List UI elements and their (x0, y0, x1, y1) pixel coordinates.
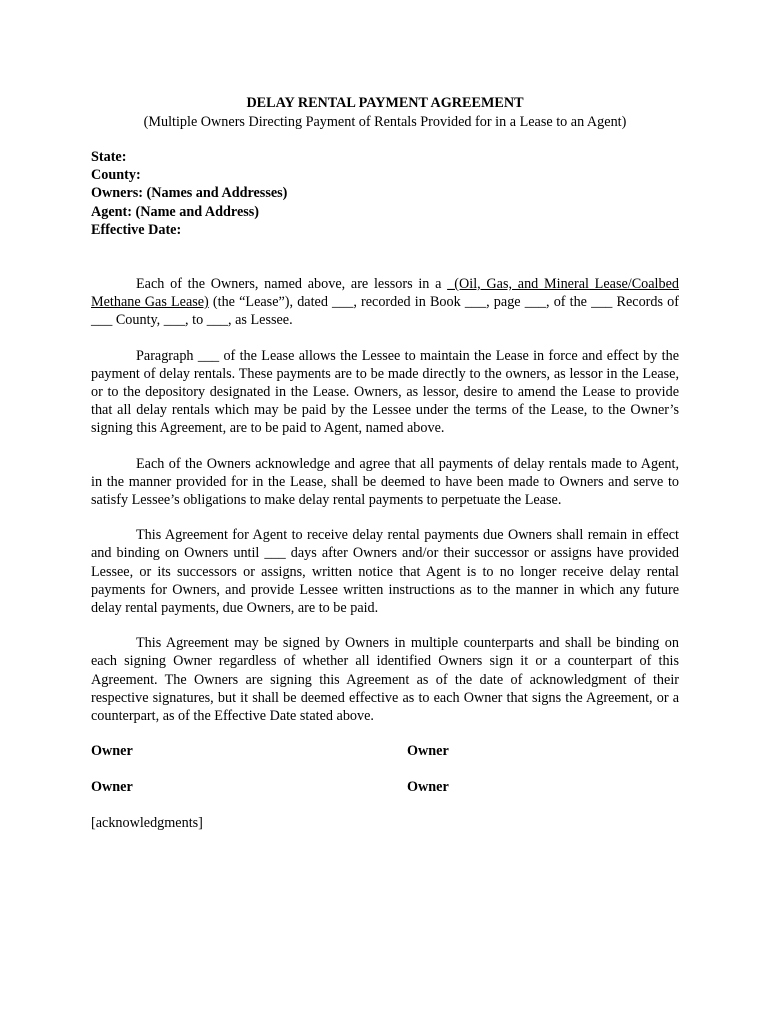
field-county: County: (91, 167, 141, 184)
paragraph-3: Each of the Owners acknowledge and agree that all payments of delay rentals made to Agent, in the manner provided for in the Lease, shall be deemed to have been made to Owners and serve to satisfy Lessee’s obligations to make delay rental payments to perpetuate the Lease. (91, 455, 679, 509)
agreement-body (91, 275, 679, 725)
owner-signature-2: Owner (407, 743, 449, 760)
owner-signature-3: Owner (91, 779, 133, 796)
header-fields (91, 148, 679, 239)
owner-signature-4: Owner (407, 779, 449, 796)
paragraph-2: Paragraph ___ of the Lease allows the Lessee to maintain the Lease in force and effect by the payment of delay rentals. These payments are to be made directly to the owners, as lessor in the Lease, or to the depository designated in the Lease. Owners, as lessor, desire to amend the Lease to provide that all delay rentals which may be paid by the Lessee under the terms of the Lease, to the Owner’s signing this Agreement, are to be paid to Agent, named above. (91, 347, 679, 437)
field-agent: Agent: (Name and Address) (91, 203, 260, 220)
document-title: DELAY RENTAL PAYMENT AGREEMENT (246, 95, 524, 111)
field-state: State: (91, 149, 127, 165)
field-owners: Owners: (Names and Addresses) (91, 185, 288, 202)
paragraph-4: This Agreement for Agent to receive delay rental payments due Owners shall remain in effect and binding on Owners until ___ days after Owners and/or their successor or assigns have provided Lessee, or its successors or assigns, written notice that Agent is to no longer receive delay rental payments for Owners, and provide Lessee written instructions as to the manner in which any future delay rental payments, due Owners, are to be paid. (91, 527, 679, 617)
paragraph-1-rest: (the “Lease”), dated ___, recorded in Book ___, page ___, of the ___ Records of ___ County, ___, to ___, as Lessee. (91, 294, 679, 329)
field-effective-date: Effective Date: (91, 221, 182, 238)
lease-type-blank: _(Oil, Gas, and Mineral Lease/Coalbed Methane Gas Lease) (91, 276, 679, 311)
paragraph-1-lead: Each of the Owners, named above, are lessors in a (136, 276, 448, 293)
paragraph-1 (91, 275, 679, 330)
paragraph-5: This Agreement may be signed by Owners in multiple counterparts and shall be binding on each signing Owner regardless of whether all identified Owners sign it or a counterpart of this Agreement. The Owners are signing this Agreement as of the date of acknowledgment of their respective signatures, but it shall be deemed effective as to each Owner that signs the Agreement, or a counterpart, as of the Effective Date stated above. (91, 635, 679, 725)
document-subtitle: (Multiple Owners Directing Payment of Rentals Provided for in a Lease to an Agent) (143, 114, 627, 130)
acknowledgments-note: [acknowledgments] (91, 815, 203, 832)
owner-signature-1: Owner (91, 743, 133, 760)
signature-block (91, 742, 679, 796)
